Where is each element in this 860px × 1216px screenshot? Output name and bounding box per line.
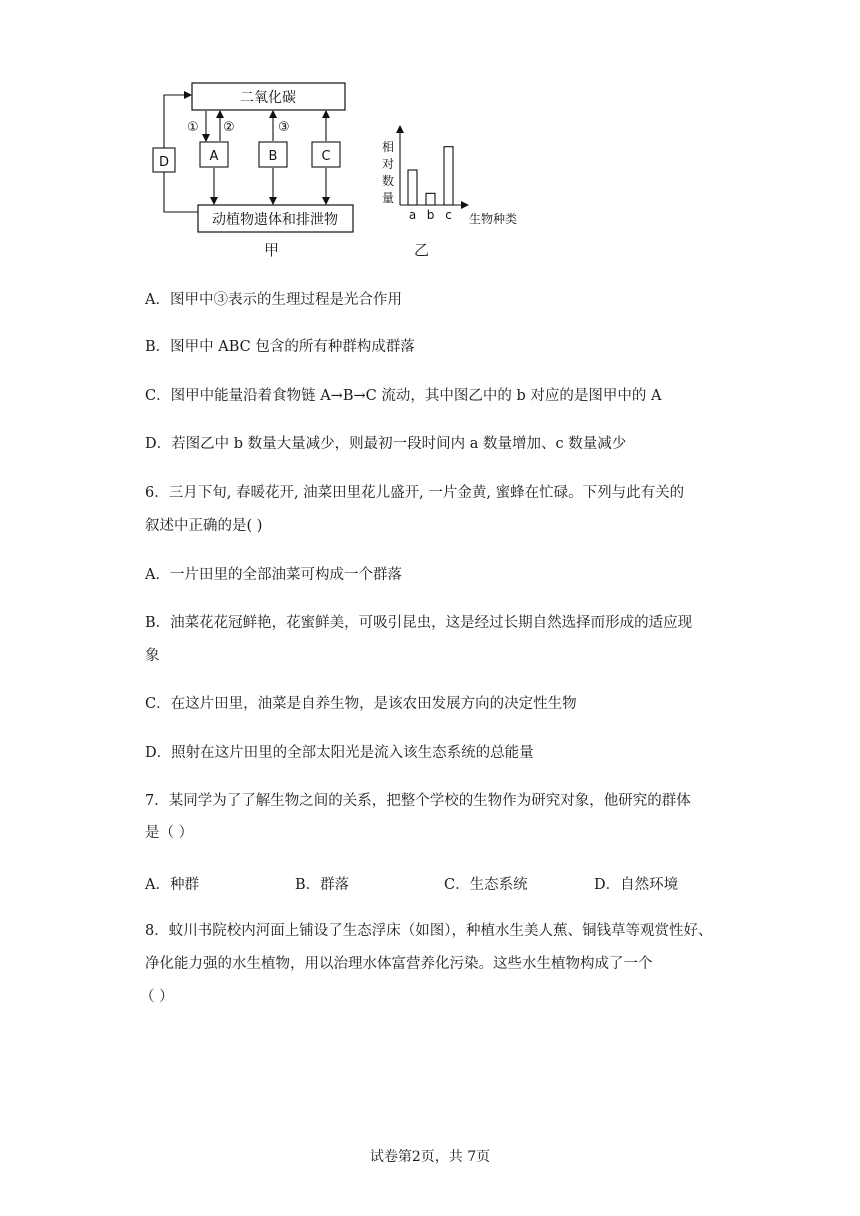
bar-a [408, 170, 417, 205]
co2-label: 二氧化碳 [240, 90, 296, 106]
q8-stem-line3: （ ） [140, 989, 174, 1005]
q8-stem-line2: 净化能力强的水生植物，用以治理水体富营养化污染。这些水生植物构成了一个 [145, 956, 653, 972]
q6-option-a: A．一片田里的全部油菜可构成一个群落 [145, 567, 402, 583]
bar-b [426, 193, 435, 205]
bar-label-a: a [408, 208, 417, 222]
q5-option-a: A．图甲中③表示的生理过程是光合作用 [145, 292, 402, 308]
q6-option-c: C．在这片田里，油菜是自养生物，是该农田发展方向的决定性生物 [145, 696, 577, 712]
chart-ylabel-3: 数 [382, 174, 395, 188]
bar-label-b: b [426, 208, 435, 222]
q5-option-b: B．图甲中 ABC 包含的所有种群构成群落 [145, 339, 415, 355]
node-b-label: B [268, 149, 278, 164]
q7-stem-line1: 7．某同学为了了解生物之间的关系，把整个学校的生物作为研究对象，他研究的群体 [145, 793, 691, 809]
q7-option-a: A．种群 [145, 877, 199, 893]
node-c-label: C [321, 149, 331, 164]
remains-to-d-line [164, 172, 198, 212]
caption-jia: 甲 [264, 241, 280, 259]
q7-option-c: C．生态系统 [444, 877, 528, 893]
bar-chart [382, 126, 517, 226]
q6-stem-line1: 6．三月下旬, 春暖花开, 油菜田里花儿盛开, 一片金黄, 蜜蜂在忙碌。下列与此有关的 [145, 485, 685, 501]
mark-2: ② [223, 120, 235, 135]
q7-option-b: B．群落 [295, 877, 350, 893]
remains-label: 动植物遗体和排泄物 [212, 212, 338, 228]
mark-3: ③ [278, 120, 290, 135]
q7-stem-line2: 是（ ） [145, 825, 194, 841]
chart-ylabel-2: 对 [382, 157, 395, 171]
chart-ylabel-1: 相 [382, 140, 395, 154]
chart-ylabel-4: 量 [382, 191, 395, 205]
node-a-label: A [209, 149, 219, 164]
q5-option-d: D．若图乙中 b 数量大量减少，则最初一段时间内 a 数量增加、c 数量减少 [145, 436, 627, 452]
q5-option-c: C．图甲中能量沿着食物链 A→B→C 流动，其中图乙中的 b 对应的是图甲中的 A [145, 388, 662, 404]
q8-stem-line1: 8．蚊川书院校内河面上铺设了生态浮床（如图），种植水生美人蕉、铜钱草等观赏性好、 [145, 923, 713, 939]
q6-option-d: D．照射在这片田里的全部太阳光是流入该生态系统的总能量 [145, 745, 534, 761]
node-d-label: D [158, 155, 170, 170]
q7-option-d: D．自然环境 [594, 877, 679, 893]
page-footer: 试卷第2页，共 7页 [369, 1149, 491, 1165]
bar-label-c: c [445, 208, 452, 222]
mark-1: ① [187, 120, 199, 135]
q6-option-b-line2: 象 [145, 648, 160, 664]
bar-c [444, 147, 453, 205]
q6-stem-line2: 叙述中正确的是( ) [145, 518, 263, 534]
food-web-diagram [150, 80, 530, 265]
caption-yi: 乙 [414, 241, 430, 259]
q6-option-b-line1: B．油菜花花冠鲜艳，花蜜鲜美，可吸引昆虫，这是经过长期自然选择而形成的适应现 [145, 615, 693, 631]
chart-xlabel: 生物种类 [469, 212, 518, 226]
